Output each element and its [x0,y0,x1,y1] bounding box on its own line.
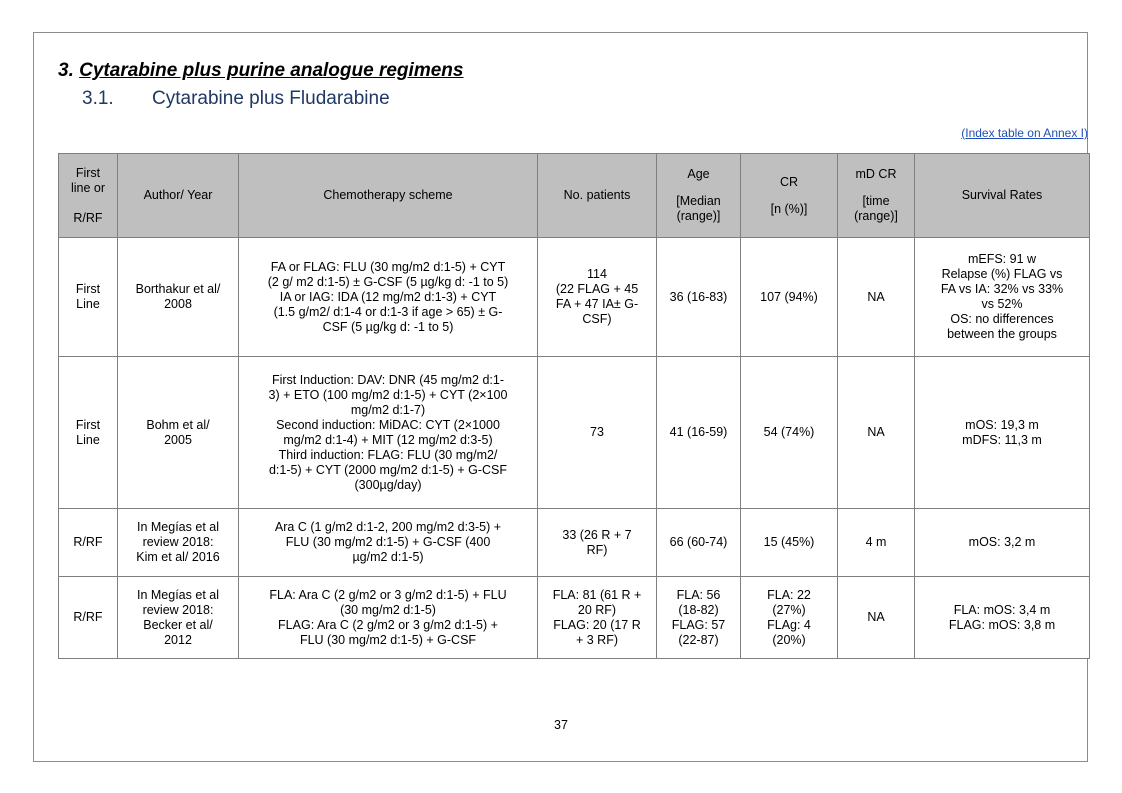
cell-scheme: FLA: Ara C (2 g/m2 or 3 g/m2 d:1-5) + FLU (30 mg/m2 d:1-5) FLAG: Ara C (2 g/m2 or 3 g/m2 d:1-5) + FLU (30 mg/m2 d:1-5) + G-CSF [239,577,538,659]
subsection-number: 3.1. [82,88,114,109]
header-row [59,154,1090,238]
cell-mdcr: NA [838,357,915,509]
cell-survival: FLA: mOS: 3,4 m FLAG: mOS: 3,8 m [915,577,1090,659]
index-table-link[interactable]: (Index table on Annex I) [961,126,1088,140]
header-line: First line or R/RF [59,154,118,238]
section-title: Cytarabine plus purine analogue regimens [79,60,464,81]
table-row [59,357,1090,509]
cell-cr: 15 (45%) [741,509,838,577]
section-heading [58,60,463,82]
cell-line: R/RF [59,509,118,577]
table-row [59,509,1090,577]
cell-survival: mOS: 19,3 m mDFS: 11,3 m [915,357,1090,509]
cell-age: 41 (16-59) [657,357,741,509]
cell-cr: FLA: 22 (27%) FLAg: 4 (20%) [741,577,838,659]
header-cr: CR [n (%)] [741,154,838,238]
cell-age: 66 (60-74) [657,509,741,577]
cell-patients: 73 [538,357,657,509]
cell-patients: 33 (26 R + 7 RF) [538,509,657,577]
header-age: Age [Median (range)] [657,154,741,238]
cell-mdcr: NA [838,577,915,659]
table-row [59,238,1090,357]
cell-survival: mOS: 3,2 m [915,509,1090,577]
section-number: 3. [58,60,74,81]
cell-mdcr: 4 m [838,509,915,577]
header-author: Author/ Year [118,154,239,238]
cell-line: First Line [59,357,118,509]
cell-author: Bohm et al/ 2005 [118,357,239,509]
cell-author: In Megías et al review 2018: Becker et al/ 2012 [118,577,239,659]
cell-scheme: First Induction: DAV: DNR (45 mg/m2 d:1- 3) + ETO (100 mg/m2 d:1-5) + CYT (2×100 mg/m2 d:1-7) Second induction: MiDAC: CYT (2×1000 mg/m2 d:1-4) + MIT (12 mg/m2 d:3-5) Third induction: FLAG: FLU (30 mg/m2/ d:1-5) + CYT (2000 mg/m2 d:1-5) + G-CSF (300µg/day) [239,357,538,509]
cell-patients: FLA: 81 (61 R + 20 RF) FLAG: 20 (17 R + 3 RF) [538,577,657,659]
table-row [59,577,1090,659]
cell-author: Borthakur et al/ 2008 [118,238,239,357]
cell-patients: 114 (22 FLAG + 45 FA + 47 IA± G- CSF) [538,238,657,357]
cell-cr: 54 (74%) [741,357,838,509]
cell-line: R/RF [59,577,118,659]
cell-cr: 107 (94%) [741,238,838,357]
header-patients: No. patients [538,154,657,238]
header-mdcr: mD CR [time (range)] [838,154,915,238]
cell-scheme: FA or FLAG: FLU (30 mg/m2 d:1-5) + CYT (2 g/ m2 d:1-5) ± G-CSF (5 µg/kg d: -1 to 5) IA or IAG: IDA (12 mg/m2 d:1-3) + CYT (1.5 g/m2/ d:1-4 or d:1-3 if age > 65) ± G- CSF (5 µg/kg d: -1 to 5) [239,238,538,357]
header-survival: Survival Rates [915,154,1090,238]
cell-survival: mEFS: 91 w Relapse (%) FLAG vs FA vs IA: 32% vs 33% vs 52% OS: no differences between the groups [915,238,1090,357]
cell-age: FLA: 56 (18-82) FLAG: 57 (22-87) [657,577,741,659]
header-scheme: Chemotherapy scheme [239,154,538,238]
subsection-heading [82,88,390,110]
cell-scheme: Ara C (1 g/m2 d:1-2, 200 mg/m2 d:3-5) + FLU (30 mg/m2 d:1-5) + G-CSF (400 µg/m2 d:1-5) [239,509,538,577]
cell-line: First Line [59,238,118,357]
page-number: 37 [554,718,568,732]
regimens-table [58,153,1090,659]
cell-author: In Megías et al review 2018: Kim et al/ 2016 [118,509,239,577]
cell-mdcr: NA [838,238,915,357]
subsection-title: Cytarabine plus Fludarabine [152,88,390,109]
cell-age: 36 (16-83) [657,238,741,357]
